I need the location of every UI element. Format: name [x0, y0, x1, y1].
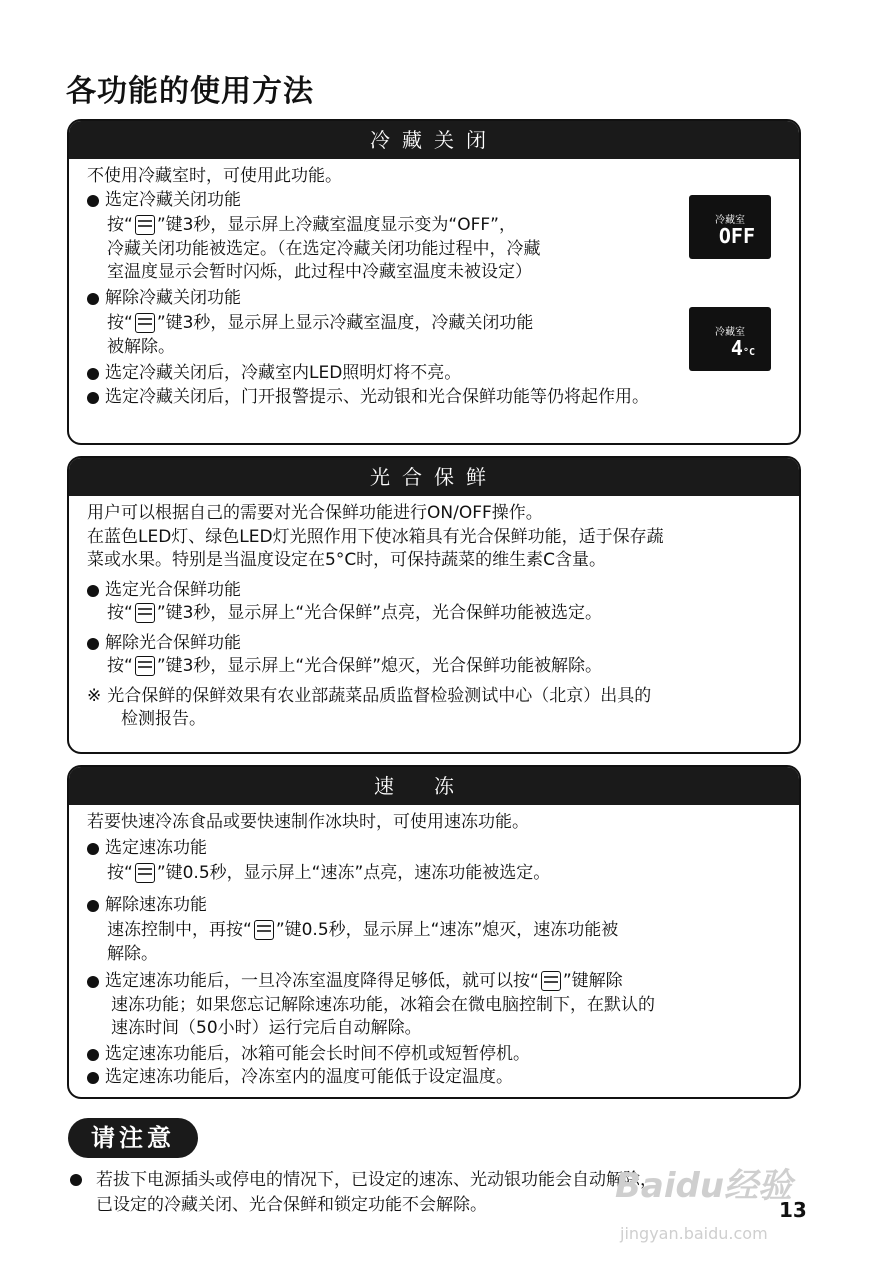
bullet-item: 选定速冻功能后，冷冻室内的温度可能低于设定温度。: [87, 1066, 783, 1090]
intro-text: 在蓝色LED灯、绿色LED灯光照作用下使冰箱具有光合保鲜功能，适于保存蔬: [87, 526, 664, 547]
section-body: [69, 159, 799, 409]
display-value: OFF: [718, 224, 755, 248]
page-number: 13: [779, 1198, 807, 1222]
quick-freeze-key-icon: [541, 971, 561, 991]
bullet-icon: [87, 195, 99, 207]
bullet-icon: [87, 1072, 99, 1084]
note-item: ※ 光合保鲜的保鲜效果有农业部蔬菜品质监督检验测试中心（北京）出具的: [87, 685, 783, 709]
watermark-logo: Baidu经验: [615, 1166, 793, 1206]
instruction-line: 按“ ”键3秒，显示屏上显示冷藏室温度，冷藏关闭功能: [107, 313, 534, 333]
display-unit: °C: [742, 347, 755, 358]
bullet-icon: [87, 585, 99, 597]
bullet-heading: 解除速冻功能: [87, 894, 783, 918]
section-body: [69, 805, 799, 1090]
bullet-icon: [87, 1049, 99, 1061]
section-header: 冷藏关闭: [69, 121, 799, 159]
bullet-heading: 选定速冻功能: [87, 837, 783, 861]
notice-line: 已设定的冷藏关闭、光合保鲜和锁定功能不会解除。: [96, 1195, 487, 1215]
bullet-icon: [87, 900, 99, 912]
instruction-line: 按“ ”键3秒，显示屏上“光合保鲜”点亮，光合保鲜功能被选定。: [107, 603, 603, 623]
intro-text: 菜或水果。特别是当温度设定在5°C时，可保持蔬菜的维生素C含量。: [87, 550, 607, 570]
section-quick-freeze: [67, 765, 801, 1099]
bullet-icon: [87, 638, 99, 650]
notice-body: [70, 1168, 657, 1218]
bullet-heading: 解除光合保鲜功能: [87, 632, 783, 656]
bullet-icon: [87, 368, 99, 380]
note-line: 检测报告。: [121, 709, 206, 729]
intro-text: 不使用冷藏室时，可使用此功能。: [87, 166, 342, 186]
section-header: 光合保鲜: [69, 458, 799, 496]
quick-freeze-key-icon: [135, 863, 155, 883]
section-light-fresh: [67, 456, 801, 754]
bullet-continuation: 速冻时间（50小时）运行完后自动解除。: [111, 1018, 422, 1038]
bullet-icon: [70, 1174, 82, 1186]
bullet-icon: [87, 976, 99, 988]
notice-item: 若拔下电源插头或停电的情况下，已设定的速冻、光动银功能会自动解除，: [70, 1168, 657, 1193]
section-fridge-off: [67, 119, 801, 445]
notice-badge: 请注意: [68, 1118, 198, 1158]
instruction-line: 速冻控制中，再按“ ”键0.5秒，显示屏上“速冻”熄灭，速冻功能被: [107, 920, 619, 940]
display-value: 4°C: [730, 336, 755, 360]
intro-text: 若要快速冷冻食品或要快速制作冰块时，可使用速冻功能。: [87, 812, 529, 832]
section-body: [69, 496, 799, 732]
bullet-continuation: 速冻功能；如果您忘记解除速冻功能，冰箱会在微电脑控制下，在默认的: [111, 994, 655, 1015]
watermark-url: jingyan.baidu.com: [620, 1224, 768, 1243]
instruction-line: 按“ ”键3秒，显示屏上“光合保鲜”熄灭，光合保鲜功能被解除。: [107, 656, 603, 676]
bullet-item: 选定冷藏关闭后，冷藏室内LED照明灯将不亮。: [87, 362, 783, 386]
bullet-heading: 选定光合保鲜功能: [87, 579, 783, 603]
fridge-off-key-icon: [135, 215, 155, 235]
instruction-line: 按“ ”键0.5秒，显示屏上“速冻”点亮，速冻功能被选定。: [107, 863, 551, 883]
light-fresh-key-icon: [135, 656, 155, 676]
instruction-line: 按“ ”键3秒，显示屏上冷藏室温度显示变为“OFF”，: [107, 215, 516, 235]
section-header: 速冻: [69, 767, 799, 805]
bullet-item: 选定速冻功能后，一旦冷冻室温度降得足够低，就可以按“ ”键解除: [87, 970, 783, 994]
bullet-heading: 解除冷藏关闭功能: [87, 287, 783, 311]
light-fresh-key-icon: [135, 603, 155, 623]
fridge-off-key-icon: [135, 313, 155, 333]
bullet-item: 选定冷藏关闭后，门开报警提示、光动银和光合保鲜功能等仍将起作用。: [87, 386, 783, 410]
page-title: 各功能的使用方法: [66, 74, 314, 109]
bullet-heading: 选定冷藏关闭功能: [87, 189, 783, 213]
bullet-icon: [87, 293, 99, 305]
intro-text: 用户可以根据自己的需要对光合保鲜功能进行ON/OFF操作。: [87, 503, 543, 523]
note-mark: ※: [87, 685, 102, 706]
bullet-item: 选定速冻功能后，冰箱可能会长时间不停机或短暂停机。: [87, 1043, 783, 1067]
display-temperature: [689, 307, 771, 371]
display-off: [689, 195, 771, 259]
instruction-line: 被解除。: [107, 336, 175, 357]
bullet-icon: [87, 392, 99, 404]
instruction-line: 室温度显示会暂时闪烁，此过程中冷藏室温度未被设定）: [107, 262, 532, 282]
display-label: 冷藏室: [715, 215, 745, 226]
bullet-icon: [87, 843, 99, 855]
quick-freeze-key-icon: [254, 920, 274, 940]
instruction-line: 解除。: [107, 943, 158, 964]
display-label: 冷藏室: [715, 327, 745, 338]
instruction-line: 冷藏关闭功能被选定。（在选定冷藏关闭功能过程中，冷藏: [107, 238, 541, 259]
